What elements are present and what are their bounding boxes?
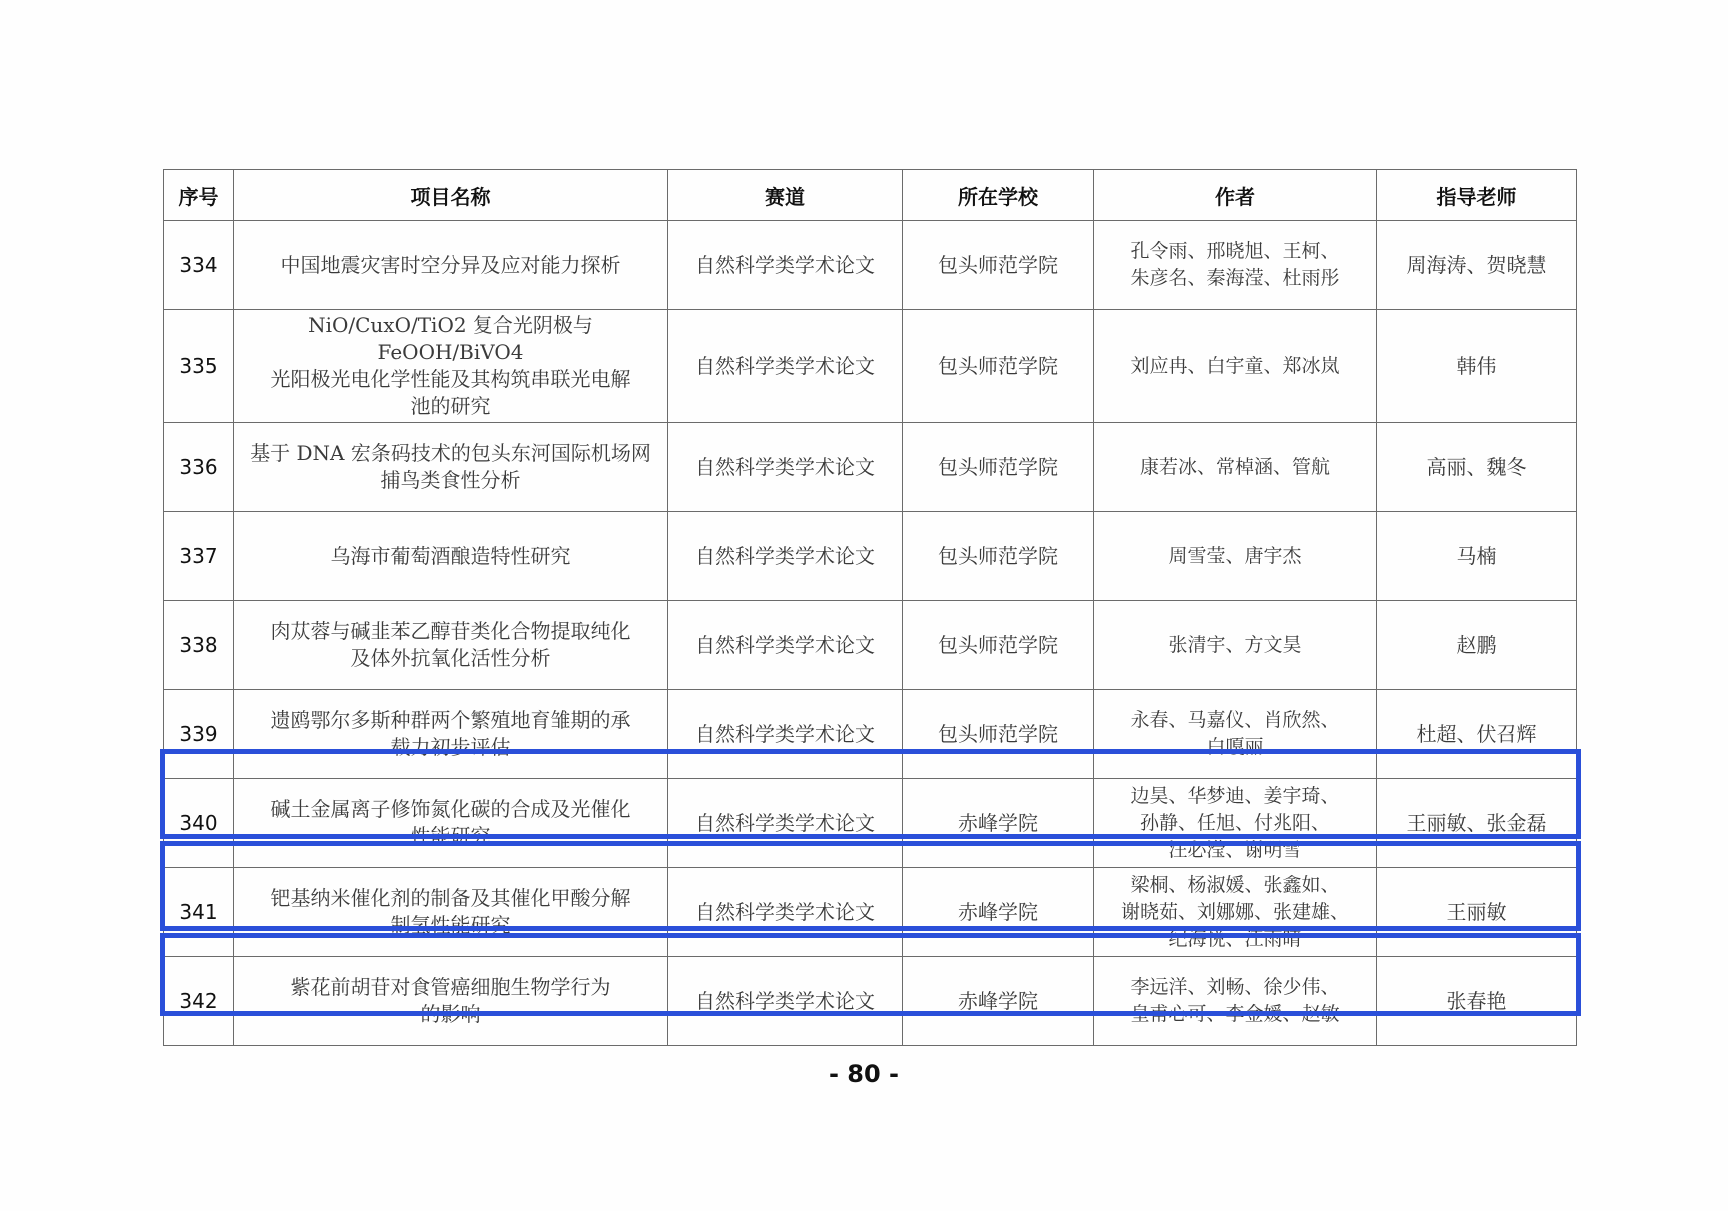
track-cell: 自然科学类学术论文 <box>668 512 903 601</box>
authors-line: 周雪莹、唐宇杰 <box>1168 544 1302 567</box>
header-advisor: 指导老师 <box>1377 170 1577 221</box>
table-row <box>164 601 1577 690</box>
advisor-cell: 马楠 <box>1377 512 1577 601</box>
row-number-cell: 337 <box>164 512 234 601</box>
authors-cell <box>1094 221 1377 310</box>
project-name-cell <box>234 601 668 690</box>
track-cell: 自然科学类学术论文 <box>668 423 903 512</box>
track-cell: 自然科学类学术论文 <box>668 690 903 779</box>
advisor-cell: 杜超、伏召辉 <box>1377 690 1577 779</box>
row-number-cell: 334 <box>164 221 234 310</box>
authors-line: 谢晓茹、刘娜娜、张建雄、 <box>1120 900 1349 923</box>
authors-cell <box>1094 601 1377 690</box>
table-row <box>164 221 1577 310</box>
header-number: 序号 <box>164 170 234 221</box>
authors-cell <box>1094 957 1377 1046</box>
row-number-cell: 339 <box>164 690 234 779</box>
table-header <box>164 170 1577 221</box>
page-number: - 80 - <box>828 1060 900 1088</box>
authors-line: 白嘎丽 <box>1206 736 1264 758</box>
project-name-line: 光阳极光电化学性能及其构筑串联光电解 <box>270 367 631 391</box>
project-name-line: 及体外抗氧化活性分析 <box>350 646 551 670</box>
authors-line: 永春、马嘉仪、肖欣然、 <box>1130 709 1340 731</box>
school-cell: 包头师范学院 <box>903 512 1094 601</box>
authors-cell <box>1094 690 1377 779</box>
track-cell: 自然科学类学术论文 <box>668 779 903 868</box>
project-name-line: 碱土金属离子修饰氮化碳的合成及光催化 <box>270 797 631 821</box>
school-cell: 包头师范学院 <box>903 221 1094 310</box>
project-name-cell <box>234 310 668 423</box>
advisor-cell: 高丽、魏冬 <box>1377 423 1577 512</box>
authors-line: 汪必滢、谢明雪 <box>1168 838 1302 861</box>
table-row <box>164 868 1577 957</box>
project-name-line: 紫花前胡苷对食管癌细胞生物学行为 <box>290 975 611 999</box>
advisor-cell: 赵鹏 <box>1377 601 1577 690</box>
project-name-cell <box>234 868 668 957</box>
project-name-line: 载力初步评估 <box>390 735 511 759</box>
row-number-cell: 341 <box>164 868 234 957</box>
school-cell: 赤峰学院 <box>903 779 1094 868</box>
project-name-cell <box>234 779 668 868</box>
project-name-line: 池的研究 <box>410 394 491 418</box>
authors-line: 纪海悦、江雨晴 <box>1168 927 1302 950</box>
header-row <box>164 170 1577 221</box>
authors-line: 张清宇、方文昊 <box>1168 633 1302 656</box>
header-track: 赛道 <box>668 170 903 221</box>
header-authors: 作者 <box>1094 170 1377 221</box>
project-name-cell <box>234 512 668 601</box>
school-cell: 包头师范学院 <box>903 690 1094 779</box>
authors-line: 康若冰、常棹涵、管航 <box>1139 455 1330 478</box>
advisor-cell: 韩伟 <box>1377 310 1577 423</box>
authors-line: 孔令雨、邢晓旭、王柯、 <box>1130 240 1340 262</box>
authors-line: 李远洋、刘畅、徐少伟、 <box>1130 976 1340 998</box>
authors-line: 孙静、任旭、付兆阳、 <box>1139 811 1330 834</box>
school-cell: 赤峰学院 <box>903 957 1094 1046</box>
authors-cell <box>1094 310 1377 423</box>
authors-line: 皇甫心可、李金媛、赵敏 <box>1130 1003 1340 1025</box>
awards-table <box>163 169 1577 1046</box>
authors-line: 朱彦名、秦海滢、杜雨彤 <box>1130 267 1340 289</box>
project-name-cell <box>234 957 668 1046</box>
table-row <box>164 957 1577 1046</box>
project-name-line: 的影响 <box>420 1002 481 1026</box>
school-cell: 包头师范学院 <box>903 310 1094 423</box>
table-row <box>164 779 1577 868</box>
authors-cell <box>1094 423 1377 512</box>
project-name-line: 中国地震灾害时空分异及应对能力探析 <box>280 252 621 277</box>
row-number-cell: 340 <box>164 779 234 868</box>
table-row <box>164 690 1577 779</box>
table-body <box>164 221 1577 1046</box>
authors-cell <box>1094 868 1377 957</box>
authors-line: 边昊、华梦迪、姜宇琦、 <box>1130 784 1340 807</box>
header-school: 所在学校 <box>903 170 1094 221</box>
project-name-cell <box>234 423 668 512</box>
header-project-name: 项目名称 <box>234 170 668 221</box>
project-name-cell <box>234 690 668 779</box>
row-number-cell: 342 <box>164 957 234 1046</box>
project-name-line: NiO/CuxO/TiO2 复合光阴极与 FeOOH/BiVO4 <box>308 313 593 364</box>
project-name-line: 钯基纳米催化剂的制备及其催化甲酸分解 <box>270 886 631 910</box>
authors-line: 刘应冉、白宇童、郑冰岚 <box>1130 354 1340 377</box>
project-name-line: 遗鸥鄂尔多斯种群两个繁殖地育雏期的承 <box>270 708 631 732</box>
track-cell: 自然科学类学术论文 <box>668 310 903 423</box>
project-name-line: 肉苁蓉与碱韭苯乙醇苷类化合物提取纯化 <box>270 619 631 643</box>
project-name-line: 乌海市葡萄酒酿造特性研究 <box>330 543 571 568</box>
advisor-cell: 王丽敏 <box>1377 868 1577 957</box>
school-cell: 赤峰学院 <box>903 868 1094 957</box>
school-cell: 包头师范学院 <box>903 601 1094 690</box>
track-cell: 自然科学类学术论文 <box>668 868 903 957</box>
track-cell: 自然科学类学术论文 <box>668 221 903 310</box>
track-cell: 自然科学类学术论文 <box>668 601 903 690</box>
table-row <box>164 310 1577 423</box>
authors-cell <box>1094 512 1377 601</box>
project-name-line: 基于 DNA 宏条码技术的包头东河国际机场网 <box>250 441 651 465</box>
row-number-cell: 335 <box>164 310 234 423</box>
advisor-cell: 周海涛、贺晓慧 <box>1377 221 1577 310</box>
table-row <box>164 423 1577 512</box>
project-name-cell <box>234 221 668 310</box>
project-name-line: 捕鸟类食性分析 <box>380 468 521 492</box>
project-name-line: 性能研究 <box>410 824 491 848</box>
school-cell: 包头师范学院 <box>903 423 1094 512</box>
row-number-cell: 336 <box>164 423 234 512</box>
row-number-cell: 338 <box>164 601 234 690</box>
authors-cell <box>1094 779 1377 868</box>
project-name-line: 制氢性能研究 <box>390 913 511 937</box>
table-row <box>164 512 1577 601</box>
authors-line: 梁桐、杨淑媛、张鑫如、 <box>1130 873 1340 896</box>
track-cell: 自然科学类学术论文 <box>668 957 903 1046</box>
advisor-cell: 王丽敏、张金磊 <box>1377 779 1577 868</box>
advisor-cell: 张春艳 <box>1377 957 1577 1046</box>
